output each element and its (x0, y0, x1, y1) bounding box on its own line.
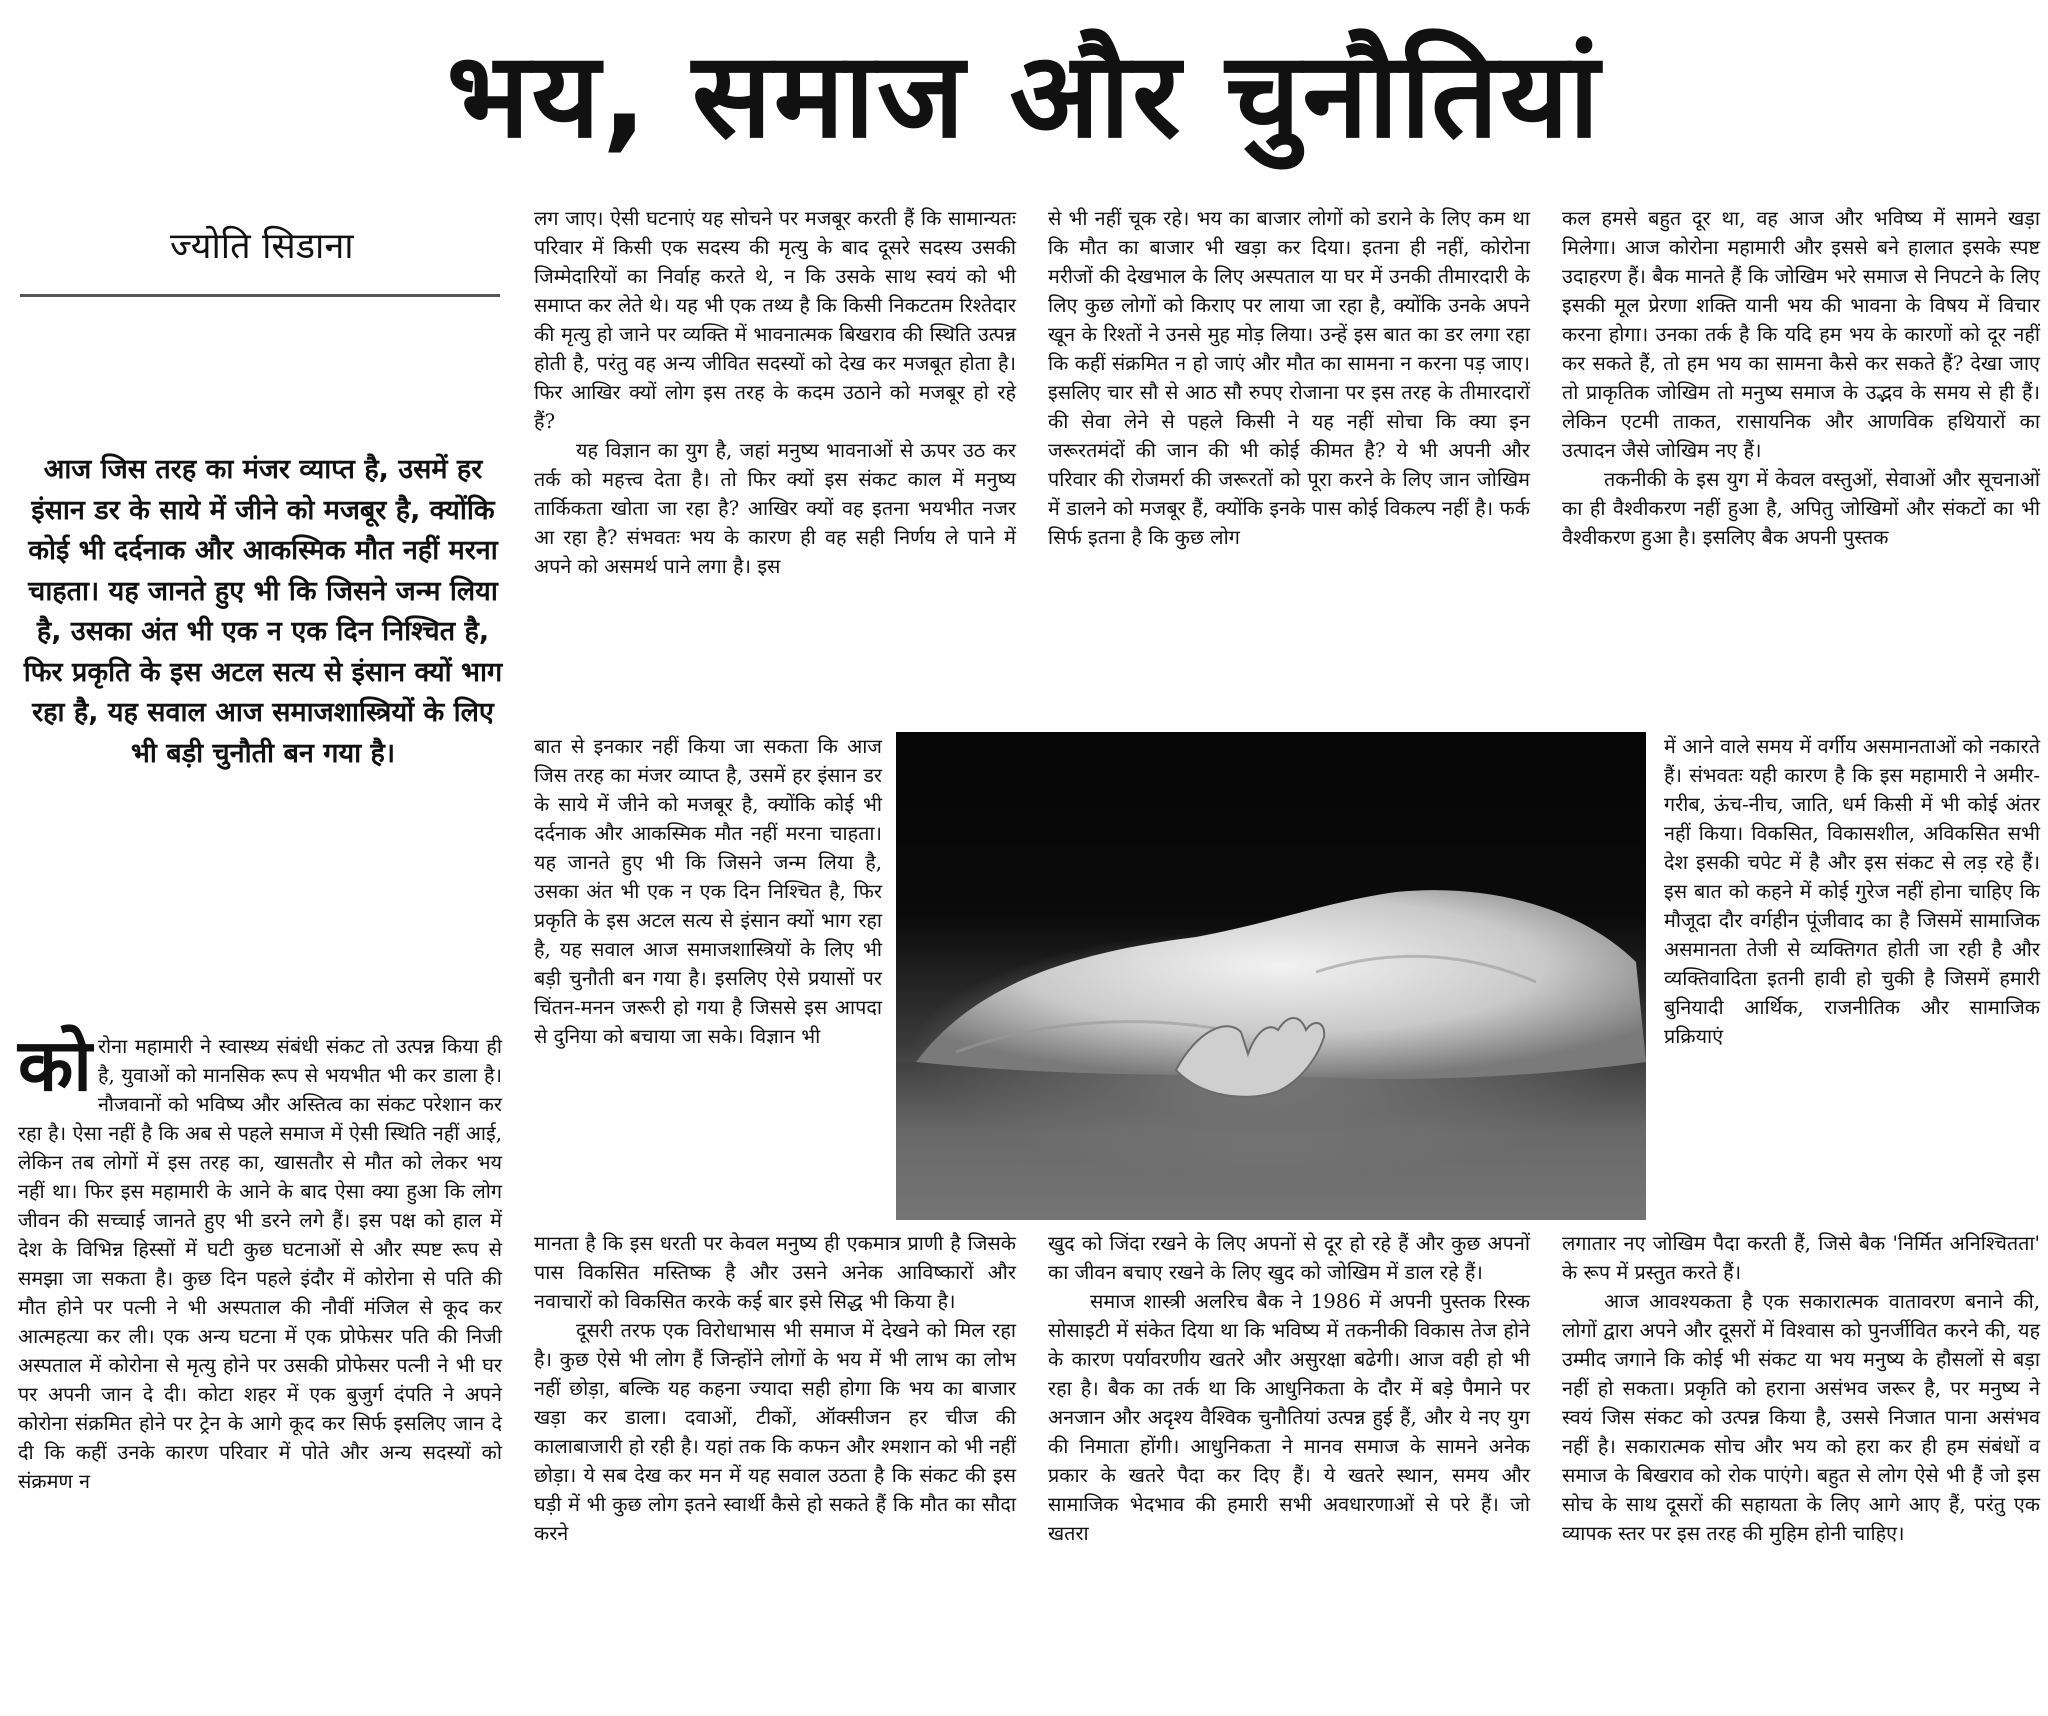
drop-cap: को (18, 1023, 92, 1107)
article-column-4-narrow (1664, 732, 2040, 1051)
headline: भय, समाज और चुनौतियां (446, 26, 1602, 164)
article-column-2-top (534, 204, 1016, 581)
article-column-4-top (1562, 204, 2040, 552)
byline: ज्योति सिडाना (170, 226, 354, 267)
article-column-3-bottom (1048, 1229, 1530, 1548)
article-paragraph: मानता है कि इस धरती पर केवल मनुष्य ही एकमात्र प्राणी है जिसके पास विकसित मस्तिष्क है और उसने अनेक आविष्कारों और नवाचारों को विकसित करके कई बार इसे सिद्ध भी किया है। (534, 1232, 1016, 1313)
article-paragraph: लगातार नए जोखिम पैदा करती हैं, जिसे बैक 'निर्मित अनिश्चितता' के रूप में प्रस्तुत करते हैं। (1562, 1232, 2040, 1284)
article-paragraph: में आने वाले समय में वर्गीय असमानताओं को नकारते हैं। संभवतः यही कारण है कि इस महामारी ने अमीर-गरीब, ऊंच-नीच, जाति, धर्म किसी में भी कोई अंतर नहीं किया। विकसित, विकासशील, अविकसित सभी देश इसकी चपेट में है और इस संकट से लड़ रहे हैं। इस बात को कहने में कोई गुरेज नहीं होना चाहिए कि मौजूदा दौर वर्गहीन पूंजीवाद का है जिसमें सामाजिक असमानता तेजी से व्यक्तिगत होती जा रही है और व्यक्तिवादिता इतनी हावी हो चुकी है जिसमें हमारी बुनियादी आर्थिक, राजनीतिक और सामाजिक प्रक्रियाएं (1664, 735, 2040, 1048)
article-paragraph: से भी नहीं चूक रहे। भय का बाजार लोगों को डराने के लिए कम था कि मौत का बाजार भी खड़ा कर दिया। इतना ही नहीं, कोरोना मरीजों की देखभाल के लिए अस्पताल या घर में उनकी तीमारदारी के लिए कुछ लोगों को किराए पर लाया जा रहा है, क्योंकि उनके अपने खून के रिश्तों ने उनसे मुह मोड़ लिया। उन्हें इस बात का डर लगा रहा कि कहीं संक्रमित न हो जाएं और मौत का सामना न करना पड़ जाए। इसलिए चार सौ से आठ सौ रुपए रोजाना पर इस तरह के तीमारदारों की सेवा लेने से पहले किसी ने यह नहीं सोचा कि क्या इन जरूरतमंदों की जान की भी कोई कीमत है? ये भी अपनी और परिवार की रोजमर्रा की जरूरतों को पूरा करने के लिए जान जोखिम में डालने को मजबूर हैं, क्योंकि इनके पास कोई विकल्प नहीं है। फर्क सिर्फ इतना है कि कुछ लोग (1048, 207, 1530, 549)
article-paragraph: समाज शास्त्री अलरिच बैक ने 1986 में अपनी पुस्तक रिस्क सोसाइटी में संकेत दिया था कि भविष्य में तकनीकी विकास तेज होने के कारण पर्यावरणीय खतरे और असुरक्षा बढेगी। आज वही हो भी रहा है। बैक का तर्क था कि आधुनिकता के दौर में बड़े पैमाने पर अनजान और अदृश्य वैश्विक चुनौतियां उत्पन्न हुई हैं, और ये नए युग की निमाता होंगी। आधुनिकता ने मानव समाज के सामने अनेक प्रकार के खतरे पैदा कर दिए हैं। ये खतरे स्थान, समय और सामाजिक भेदभाव की हमारी सभी अवधारणाओं से परे हैं। जो खतरा (1048, 1290, 1530, 1545)
article-paragraph: आज आवश्यकता है एक सकारात्मक वातावरण बनाने की, लोगों द्वारा अपने और दूसरों में विश्वास को पुनर्जीवित करने की, यह उम्मीद जगाने कि कोई भी संकट या भय मनुष्य के हौसलों से बड़ा नहीं हो सकता। प्रकृति को हराना असंभव जरूर है, पर मनुष्य ने स्वयं जिस संकट को उत्पन्न किया है, उससे निजात पाना असंभव नहीं है। सकारात्मक सोच और भय को हरा कर ही हम संबंधों व समाज के बिखराव को रोक पाएंगे। बहुत से लोग ऐसे भी हैं जो इस सोच के साथ दूसरों की सहायता के लिए आगे आए हैं, परंतु एक व्यापक स्तर पर इस तरह की मुहिम होनी चाहिए। (1562, 1290, 2040, 1545)
article-paragraph: लग जाए। ऐसी घटनाएं यह सोचने पर मजबूर करती हैं कि सामान्यतः परिवार में किसी एक सदस्य की मृत्यु के बाद दूसरे सदस्य उसकी जिम्मेदारियों का निर्वाह करते थे, न कि उसके साथ स्वयं को भी समाप्त कर लेते थे। यह भी एक तथ्य है कि किसी निकटतम रिश्तेदार की मृत्यु हो जाने पर व्यक्ति में भावनात्मक बिखराव की स्थिति उत्पन्न होती है, परंतु वह अन्य जीवित सदस्यों को देख कर मजबूत होता है। फिर आखिर क्यों लोग इस तरह के कदम उठाने को मजबूर हो रहे हैं? (534, 207, 1016, 433)
news-photo (896, 732, 1646, 1220)
byline-divider (20, 294, 500, 297)
article-column-4-bottom (1562, 1229, 2040, 1548)
article-paragraph: तकनीकी के इस युग में केवल वस्तुओं, सेवाओं और सूचनाओं का ही वैश्वीकरण नहीं हुआ है, अपितु जोखिमों और संकटों का भी वैश्वीकरण हुआ है। इसलिए बैक अपनी पुस्तक (1562, 468, 2040, 549)
article-paragraph: कोरोना महामारी ने स्वास्थ्य संबंधी संकट तो उत्पन्न किया ही है, युवाओं को मानसिक रूप से भयभीत भी कर डाला है। नौजवानों को भविष्य और अस्तित्व का संकट परेशान कर रहा है। ऐसा नहीं है कि अब से पहले समाज में ऐसी स्थिति नहीं आई, लेकिन तब लोगों में इस तरह का, खासतौर से मौत को लेकर भय नहीं था। फिर इस महामारी के आने के बाद ऐसा क्या हुआ कि लोग जीवन की सच्चाई जानते हुए भी डरने लगे हैं। इस पक्ष को हाल में देश के विभिन्न हिस्सों में घटी कुछ घटनाओं से और स्पष्ट रूप से समझा जा सकता है। कुछ दिन पहले इंदौर में कोरोना से पति की मौत होने पर पत्नी ने भी अस्पताल की नौवीं मंजिल से कूद कर आत्महत्या कर ली। एक अन्य घटना में एक प्रोफेसर पति की निजी अस्पताल में कोरोना से मृत्यु होने पर उसकी प्रोफेसर पत्नी ने भी घर पर अपनी जान दे दी। कोटा शहर में एक बुजुर्ग दंपति ने अपने कोरोना संक्रमित होने पर ट्रेन के आगे कूद कर सिर्फ इसलिए जान दे दी कि कहीं उनके कारण परिवार में पोते और अन्य सदस्यों को संक्रमण न (18, 1023, 502, 1493)
article-column-2-bottom (534, 1229, 1016, 1548)
article-paragraph: दूसरी तरफ एक विरोधाभास भी समाज में देखने को मिल रहा है। कुछ ऐसे भी लोग हैं जिन्होंने लोगों के भय में भी लाभ का लोभ नहीं छोड़ा, बल्कि यह कहना ज्यादा सही होगा कि भय का बाजार खड़ा कर डाला। दवाओं, टीकों, ऑक्सीजन हर चीज की कालाबाजारी हो रही है। यहां तक कि कफन और श्मशान को भी नहीं छोड़ा। ये सब देख कर मन में यह सवाल उठता है कि संकट की इस घड़ी में भी कुछ लोग इतने स्वार्थी कैसे हो सकते हैं कि मौत का सौदा करने (534, 1319, 1016, 1545)
article-column-1 (18, 1023, 502, 1496)
article-column-3-top (1048, 204, 1530, 552)
article-paragraph: बात से इनकार नहीं किया जा सकता कि आज जिस तरह का मंजर व्याप्त है, उसमें हर इंसान डर के साये में जीने को मजबूर है, क्योंकि कोई भी दर्दनाक और आकस्मिक मौत नहीं मरना चाहता। यह जानते हुए भी कि जिसने जन्म लिया है, उसका अंत भी एक न एक दिन निश्चित है, फिर प्रकृति के इस अटल सत्य से इंसान क्यों भाग रहा है, यह सवाल आज समाजशास्त्रियों के लिए भी बड़ी चुनौती बन गया है। इसलिए ऐसे प्रयासों पर चिंतन-मनन जरूरी हो गया है जिससे इस आपदा से दुनिया को बचाया जा सके। विज्ञान भी (534, 735, 882, 1048)
sheet-covered-body-illustration (896, 732, 1646, 1220)
article-paragraph: यह विज्ञान का युग है, जहां मनुष्य भावनाओं से ऊपर उठ कर तर्क को महत्त्व देता है। तो फिर क्यों इस संकट काल में मनुष्य तार्किकता खोता जा रहा है? आखिर क्यों वह इतना भयभीत नजर आ रहा है? संभवतः भय के कारण ही वह सही निर्णय ले पाने में अपने को असमर्थ पाने लगा है। इस (534, 439, 1016, 578)
article-column-2-narrow (534, 732, 882, 1051)
pull-quote: आज जिस तरह का मंजर व्याप्त है, उसमें हर इंसान डर के साये में जीने को मजबूर है, क्योंकि कोई भी दर्दनाक और आकस्मिक मौत नहीं मरना चाहता। यह जानते हुए भी कि जिसने जन्म लिया है, उसका अंत भी एक न एक दिन निश्चित है, फिर प्रकृति के इस अटल सत्य से इंसान क्यों भाग रहा है, यह सवाल आज समाजशास्त्रियों के लिए भी बड़ी चुनौती बन गया है। (23, 454, 503, 769)
article-paragraph: खुद को जिंदा रखने के लिए अपनों से दूर हो रहे हैं और कुछ अपनों का जीवन बचाए रखने के लिए खुद को जोखिम में डाल रहे हैं। (1048, 1232, 1530, 1284)
article-paragraph: कल हमसे बहुत दूर था, वह आज और भविष्य में सामने खड़ा मिलेगा। आज कोरोना महामारी और इससे बने हालात इसके स्पष्ट उदाहरण हैं। बैक मानते हैं कि जोखिम भरे समाज से निपटने के लिए इसकी मूल प्रेरणा शक्ति यानी भय की भावना के विषय में विचार करना होगा। उनका तर्क है कि यदि हम भय के कारणों को दूर नहीं कर सकते हैं, तो हम भय का सामना कैसे कर सकते हैं? देखा जाए तो प्राकृतिक जोखिम तो मनुष्य समाज के उद्भव के समय से ही हैं। लेकिन एटमी ताकत, रासायनिक और आणविक हथियारों का उत्पादन जैसे जोखिम नए हैं। (1562, 207, 2040, 462)
